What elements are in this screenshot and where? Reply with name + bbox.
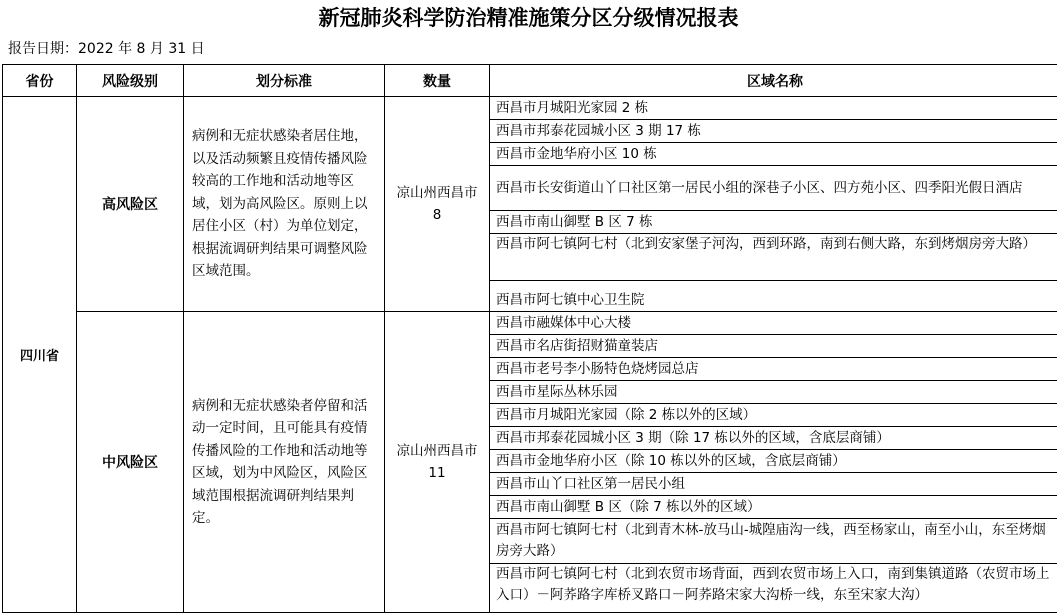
area-cell: 西昌市阿七镇阿七村（北到农贸市场背面，西到农贸市场上入口，南到集镇道路（农贸市场上入口）－阿荞路字库桥叉路口－阿荞路宋家大沟桥一线，东至宋家大沟） xyxy=(490,564,1057,613)
area-cell: 西昌市南山御墅 B 区 7 栋 xyxy=(490,211,1057,234)
table-row xyxy=(3,97,1057,120)
risk-level-high: 高风险区 xyxy=(77,97,184,312)
risk-level-medium: 中风险区 xyxy=(77,312,184,613)
area-cell: 西昌市星际丛林乐园 xyxy=(490,381,1057,404)
table-header-row xyxy=(3,65,1057,97)
area-cell: 西昌市月城阳光家园（除 2 栋以外的区域） xyxy=(490,404,1057,427)
area-cell: 西昌市金地华府小区 10 栋 xyxy=(490,143,1057,166)
area-cell: 西昌市邦泰花园城小区 3 期 17 栋 xyxy=(490,120,1057,143)
header-province: 省份 xyxy=(3,65,77,97)
area-cell: 西昌市金地华府小区（除 10 栋以外的区域，含底层商铺） xyxy=(490,450,1057,473)
area-cell: 西昌市山丫口社区第一居民小组 xyxy=(490,473,1057,496)
area-cell: 西昌市阿七镇阿七村（北到安家堡子河沟，西到环路，南到右侧大路，东到烤烟房旁大路） xyxy=(490,234,1057,281)
area-cell: 西昌市名店街招财猫童装店 xyxy=(490,335,1057,358)
report-date: 报告日期：2022 年 8 月 31 日 xyxy=(8,37,205,64)
criteria-high: 病例和无症状感染者居住地，以及活动频繁且疫情传播风险较高的工作地和活动地等区域，划为高风险区。原则上以居住小区（村）为单位划定，根据流调研判结果可调整风险区域范围。 xyxy=(184,97,385,312)
area-cell: 西昌市阿七镇阿七村（北到青木林-放马山-城隍庙沟一线，西至杨家山，南至小山，东至烤烟房旁大路） xyxy=(490,519,1057,564)
province-cell: 四川省 xyxy=(3,97,77,613)
criteria-medium: 病例和无症状感染者停留和活动一定时间，且可能具有疫情传播风险的工作地和活动地等区域，划为中风险区，风险区域范围根据流调研判结果判定。 xyxy=(184,312,385,613)
header-risk-level: 风险级别 xyxy=(77,65,184,97)
area-cell: 西昌市老号李小肠特色烧烤园总店 xyxy=(490,358,1057,381)
header-criteria: 划分标准 xyxy=(184,65,385,97)
area-cell: 西昌市邦泰花园城小区 3 期（除 17 栋以外的区域，含底层商铺） xyxy=(490,427,1057,450)
count-medium: 凉山州西昌市 11 xyxy=(385,312,490,613)
report-title: 新冠肺炎科学防治精准施策分区分级情况报表 xyxy=(0,0,1057,37)
table-row xyxy=(3,312,1057,335)
count-high: 凉山州西昌市 8 xyxy=(385,97,490,312)
area-cell: 西昌市融媒体中心大楼 xyxy=(490,312,1057,335)
area-cell: 西昌市长安街道山丫口社区第一居民小组的深巷子小区、四方苑小区、四季阳光假日酒店 xyxy=(490,166,1057,211)
area-cell: 西昌市阿七镇中心卫生院 xyxy=(490,281,1057,312)
area-cell: 西昌市南山御墅 B 区（除 7 栋以外的区域） xyxy=(490,496,1057,519)
header-count: 数量 xyxy=(385,65,490,97)
risk-zone-table xyxy=(2,64,1057,613)
header-area-name: 区域名称 xyxy=(490,65,1057,97)
area-cell: 西昌市月城阳光家园 2 栋 xyxy=(490,97,1057,120)
